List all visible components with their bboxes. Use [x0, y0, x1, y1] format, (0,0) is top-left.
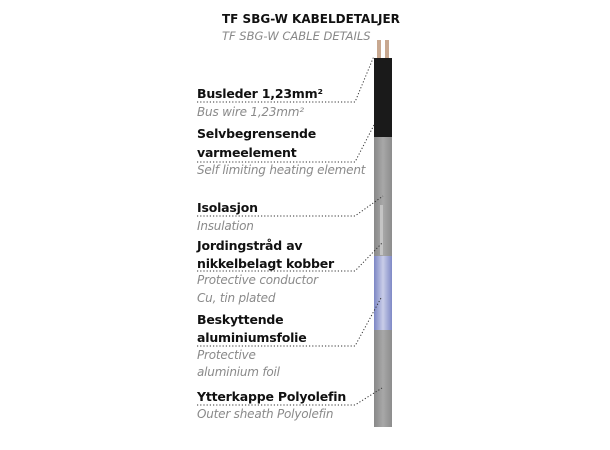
- label-foil-no-2: aluminiumsfolie: [197, 330, 307, 345]
- label-bus-wire-en: Bus wire 1,23mm²: [197, 105, 304, 119]
- black-jacket: [374, 58, 392, 138]
- label-foil-en-1: Protective: [197, 348, 256, 362]
- diagram-title: TF SBG-W KABELDETALJER: [222, 12, 400, 26]
- label-foil-en-2: aluminium foil: [197, 365, 280, 379]
- label-outer-sheath-no: Ytterkappe Polyolefin: [197, 389, 347, 404]
- label-insulation-en: Insulation: [197, 219, 254, 233]
- label-foil-no-1: Beskyttende: [197, 312, 284, 327]
- label-conductor-en-2: Cu, tin plated: [197, 291, 276, 305]
- label-heating-element-no-2: varmeelement: [197, 145, 297, 160]
- label-bus-wire-no: Busleder 1,23mm²: [197, 86, 323, 101]
- label-conductor-en-1: Protective conductor: [197, 273, 318, 287]
- label-outer-sheath-en: Outer sheath Polyolefin: [197, 407, 334, 421]
- label-heating-element-no-1: Selvbegrensende: [197, 126, 317, 141]
- bus-wires: [377, 40, 389, 60]
- insulation-stripe: [380, 205, 383, 255]
- label-conductor-no-1: Jordingstråd av: [197, 238, 303, 253]
- diagram-subtitle: TF SBG-W CABLE DETAILS: [222, 29, 371, 43]
- label-conductor-no-2: nikkelbelagt kobber: [197, 256, 334, 271]
- label-heating-element-en: Self limiting heating element: [197, 163, 366, 177]
- aluminium-foil: [374, 256, 392, 330]
- label-insulation-no: Isolasjon: [197, 200, 258, 215]
